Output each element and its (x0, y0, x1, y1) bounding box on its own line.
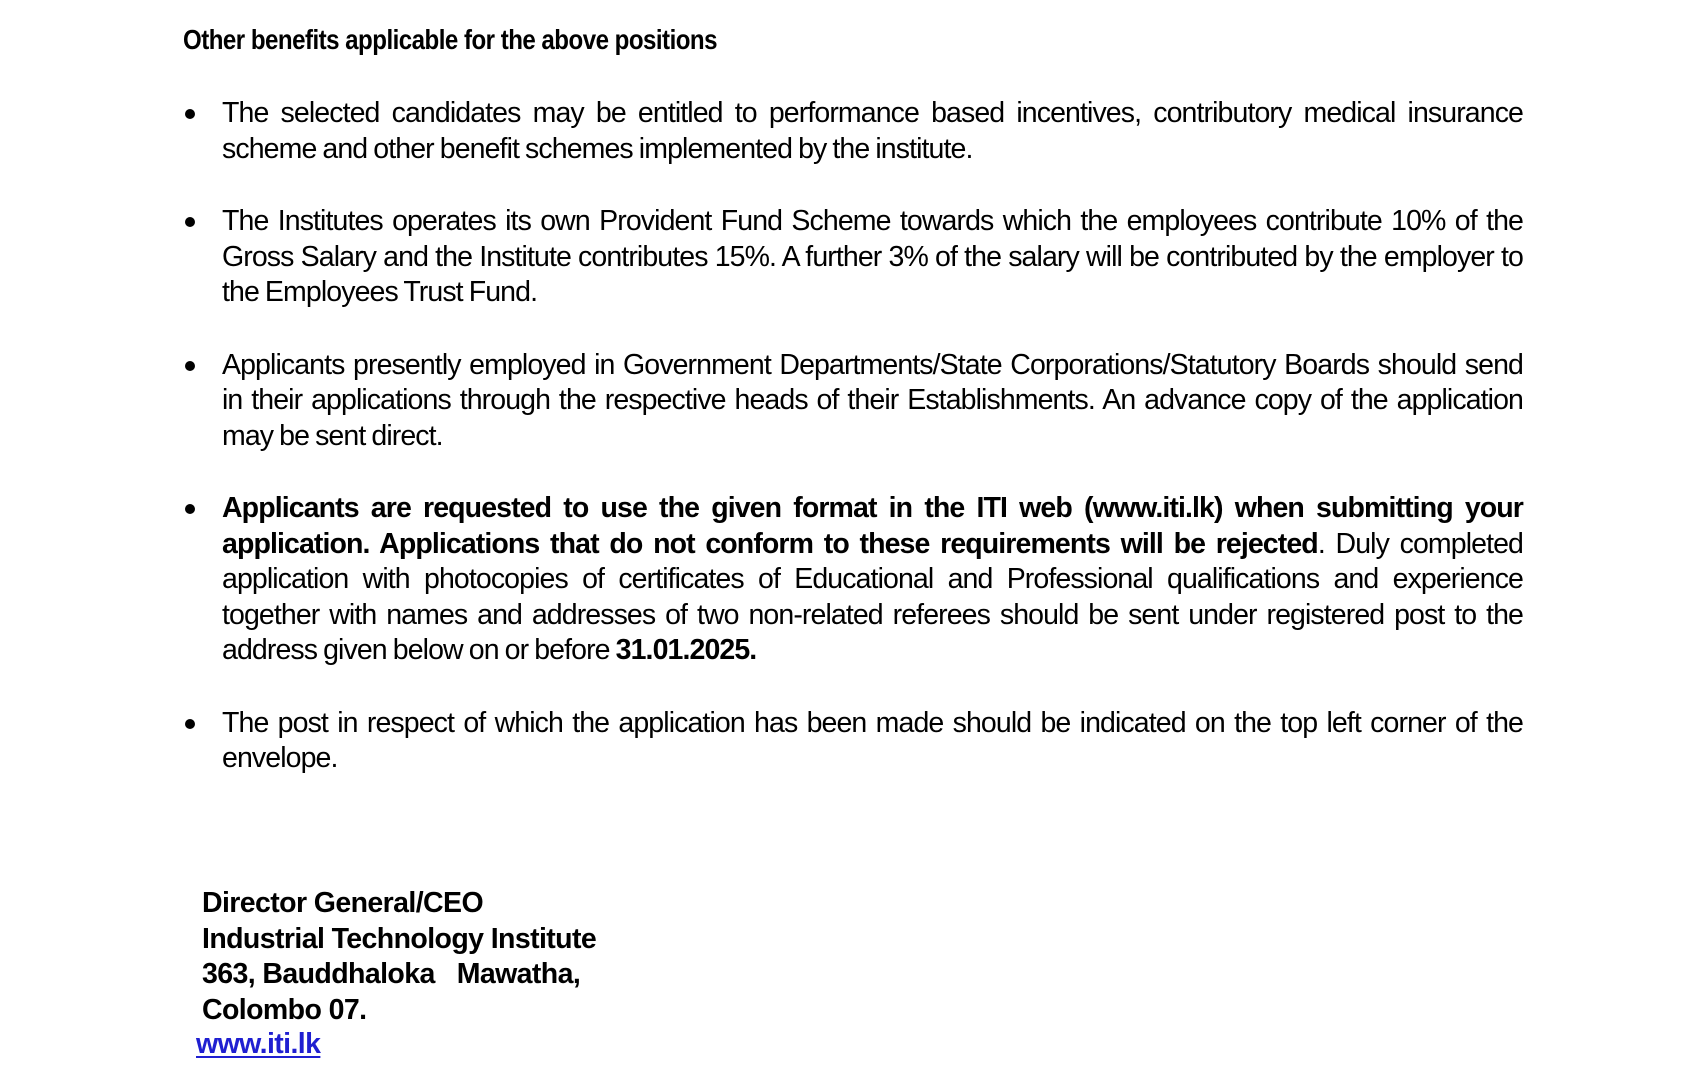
list-item (183, 204, 1523, 311)
bullet-icon (185, 217, 195, 227)
website-link[interactable]: www.iti.lk (196, 1028, 321, 1060)
application-instructions: . Duly completed application with photocopies of certificates of Educational and Professional qualifications and experience together with names and addresses of two non-related referees should be sent under registered post to the address given below on or before (222, 527, 1523, 666)
bullet-icon (185, 504, 195, 514)
benefits-list (183, 96, 1523, 814)
section-heading: Other benefits applicable for the above positions (183, 24, 718, 55)
bullet-icon (185, 361, 195, 371)
bullet-text: Applicants presently employed in Government Departments/State Corporations/Statutory Boards should send in their applications through the respective heads of their Establishments. An advance copy of the application may be sent direct. (222, 348, 1523, 452)
closing-date: 31.01.2025. (615, 634, 757, 666)
address-organization: Industrial Technology Institute (202, 922, 597, 955)
bullet-text: The Institutes operates its own Provident Fund Scheme towards which the employees contribute 10% of the Gross Salary and the Institute contributes 15%. A further 3% of the salary will be contributed by the employer to the Employees Trust Fund. (222, 205, 1523, 308)
address-recipient: Director General/CEO (202, 887, 484, 919)
list-item (183, 706, 1523, 777)
application-format-notice: Applicants are requested to use the given format in the ITI web (www.iti.lk) when submitting your application. Applications that do not conform to these requirements will be rejected (222, 492, 1523, 560)
bullet-icon (185, 109, 195, 119)
list-item (183, 96, 1523, 167)
bullet-icon (185, 719, 195, 729)
bullet-text (222, 491, 1523, 669)
bullet-text: The selected candidates may be entitled to performance based incentives, contributory medical insurance scheme and other benefit schemes implemented by the institute. (222, 97, 1523, 165)
address-street: 363, Bauddhaloka Mawatha, (202, 958, 581, 990)
list-item (183, 491, 1523, 669)
bullet-text: The post in respect of which the application has been made should be indicated on the top left corner of the envelope. (222, 706, 1523, 774)
mailing-address (202, 886, 596, 1028)
list-item (183, 348, 1523, 455)
address-city: Colombo 07. (202, 993, 367, 1026)
